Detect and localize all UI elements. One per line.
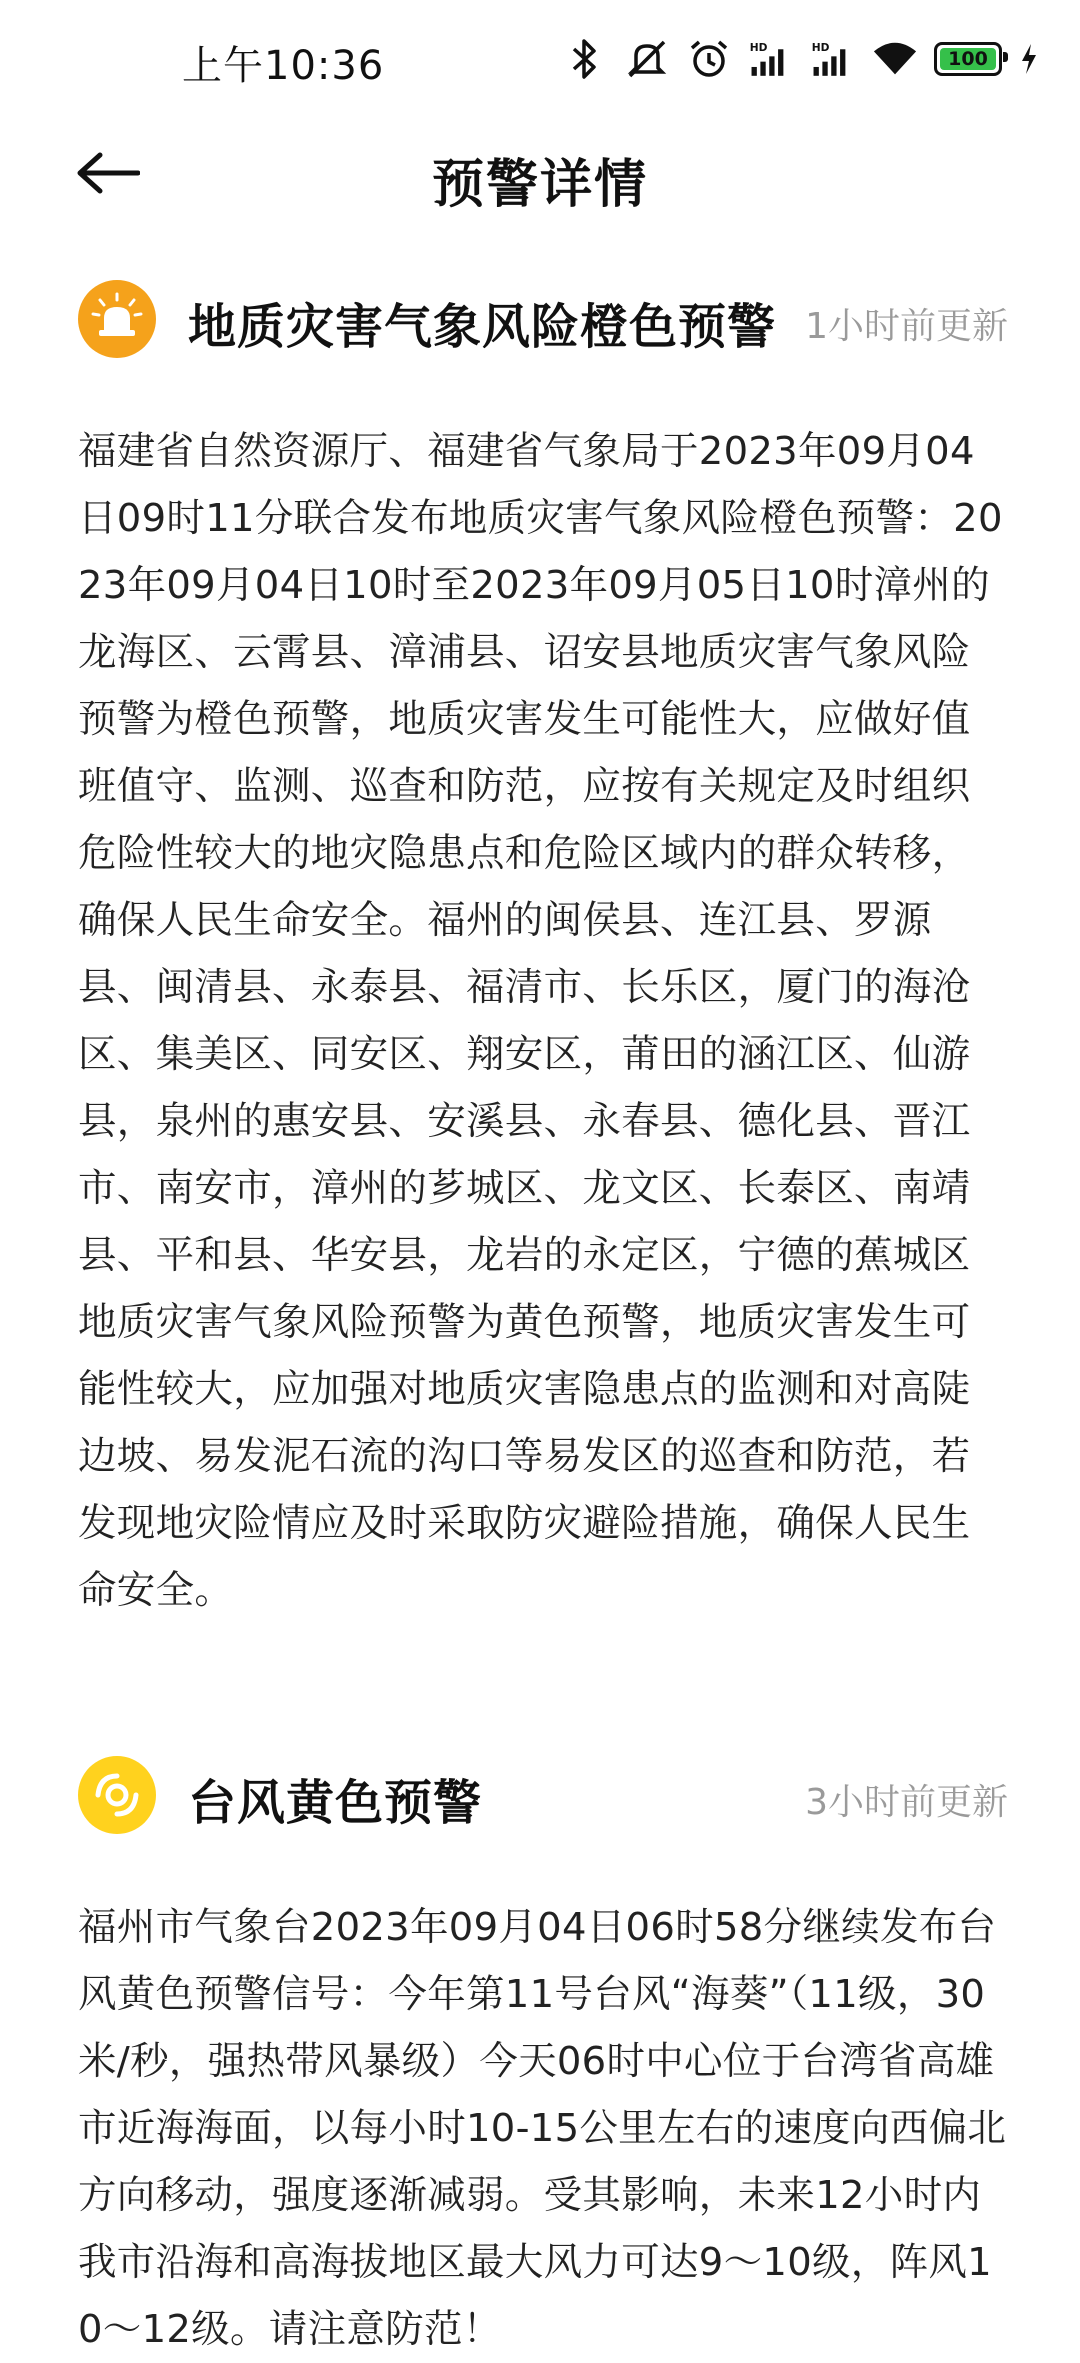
alert-header [78,1750,1008,1840]
svg-text:HD: HD [749,41,768,55]
status-icons [562,34,1040,84]
page-header [0,120,1080,220]
alarm-icon [686,36,732,82]
charging-icon [1018,36,1040,82]
alert-title: 地质灾害气象风险橙色预警 [188,299,777,355]
status-time: 上午10:36 [182,43,385,89]
status-bar [0,0,1080,120]
alert-body: 福州市气象台2023年09月04日06时58分继续发布台风黄色预警信号：今年第11号台风“海葵”（11级，30米/秒，强热带风暴级）今天06时中心位于台湾省高雄市近海海面，以每小时10-15公里左右的速度向西偏北方向移动，强度逐渐减弱。受其影响，未来12小时内我市沿海和高海拔地区最大风力可达9～10级，阵风10～12级。请注意防范！ [78,1905,1007,2352]
alert-card [78,274,1008,1624]
svg-text:HD: HD [811,41,830,55]
battery-level: 100 [948,48,988,70]
signal-hd-icon [748,36,794,82]
battery-icon [934,42,1002,76]
page-title: 预警详情 [431,155,648,215]
mute-icon [624,36,670,82]
typhoon-icon [78,1756,156,1834]
alert-updated-time: 1小时前更新 [805,306,1008,347]
signal-hd-icon [810,36,856,82]
alert-updated-time: 3小时前更新 [805,1782,1008,1823]
alert-body: 福建省自然资源厅、福建省气象局于2023年09月04日09时11分联合发布地质灾害气象风险橙色预警：2023年09月04日10时至2023年09月05日10时漳州的龙海区、云霄县、漳浦县、诏安县地质灾害气象风险预警为橙色预警，地质灾害发生可能性大，应做好值班值守、监测、巡查和防范，应按有关规定及时组织危险性较大的地灾隐患点和危险区域内的群众转移，确保人民生命安全。福州的闽侯县、连江县、罗源县、闽清县、永泰县、福清市、长乐区，厦门的海沧区、集美区、同安区、翔安区，莆田的涵江区、仙游县，泉州的惠安县、安溪县、永春县、德化县、晋江市、南安市，漳州的芗城区、龙文区、长泰区、南靖县、平和县、华安县，龙岩的永定区，宁德的蕉城区地质灾害气象风险预警为黄色预警，地质灾害发生可能性较大，应加强对地质灾害隐患点的监测和对高陡边坡、易发泥石流的沟口等易发区的巡查和防范，若发现地灾险情应及时采取防灾避险措施，确保人民生命安全。 [78,429,1003,1613]
alert-card [78,1750,1008,2363]
bluetooth-icon [562,36,608,82]
alarm-light-icon [78,280,156,358]
alert-title: 台风黄色预警 [188,1775,483,1831]
alert-header [78,274,1008,364]
wifi-icon [872,36,918,82]
